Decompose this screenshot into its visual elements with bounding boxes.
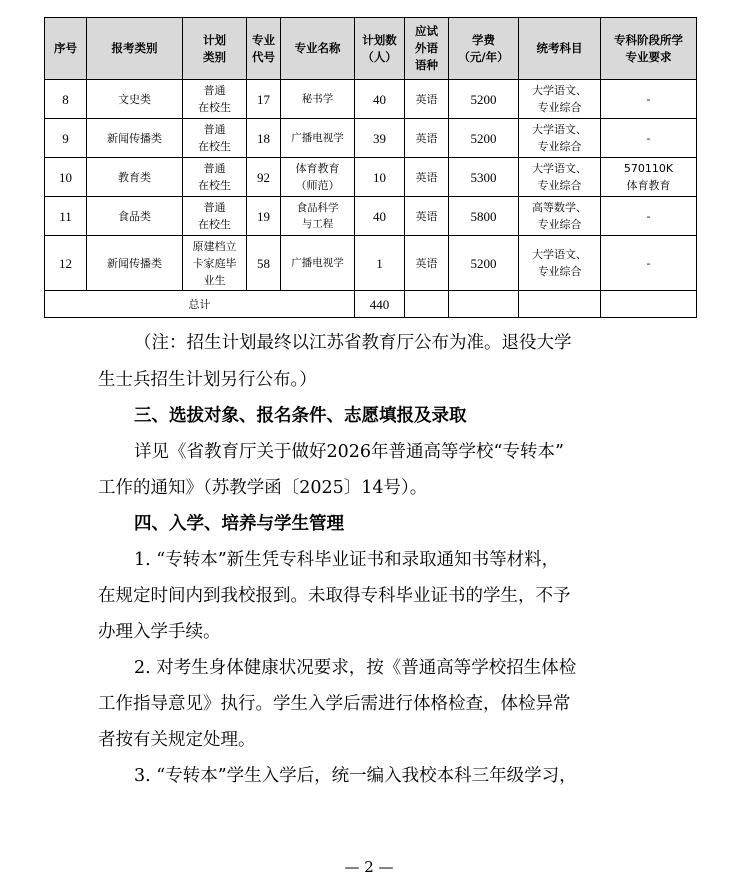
paragraph-1-line-2: 在规定时间内到我校报到。未取得专科毕业证书的学生，不予	[98, 586, 571, 606]
table-cell: 10	[355, 158, 405, 197]
table-row	[45, 80, 697, 119]
table-cell: -	[601, 197, 697, 236]
table-cell: 教育类	[87, 158, 183, 197]
table-cell: 英语	[405, 80, 449, 119]
table-cell: 40	[355, 197, 405, 236]
header-cell: 专业 代号	[247, 18, 281, 80]
section-4-heading: 四、入学、培养与学生管理	[134, 514, 344, 534]
table-cell: 普通 在校生	[183, 158, 247, 197]
table-cell: 18	[247, 119, 281, 158]
page-number: — 2 —	[344, 858, 394, 876]
table-cell	[449, 291, 519, 318]
header-cell: 统考科目	[519, 18, 601, 80]
table-cell: -	[601, 119, 697, 158]
table-header-row	[45, 18, 697, 80]
section-3-heading: 三、选拔对象、报名条件、志愿填报及录取	[134, 406, 467, 426]
table-cell: 英语	[405, 236, 449, 291]
paragraph-2-line-1: 2. 对考生身体健康状况要求，按《普通高等学校招生体检	[134, 658, 577, 678]
table-cell: -	[601, 236, 697, 291]
total-value: 440	[355, 291, 405, 318]
enrollment-plan-table	[44, 17, 697, 318]
table-cell: 普通 在校生	[183, 119, 247, 158]
table-cell: 英语	[405, 119, 449, 158]
table-cell: 9	[45, 119, 87, 158]
header-cell: 应试 外语 语种	[405, 18, 449, 80]
table-cell: 5200	[449, 119, 519, 158]
table-cell: 8	[45, 80, 87, 119]
table-row	[45, 197, 697, 236]
paragraph-1-line-3: 办理入学手续。	[98, 622, 221, 642]
header-cell: 学费 （元/年）	[449, 18, 519, 80]
table-cell: 英语	[405, 158, 449, 197]
table-cell: 大学语文、 专业综合	[519, 158, 601, 197]
paragraph-2-line-2: 工作指导意见》执行。学生入学后需进行体格检查，体检异常	[98, 694, 571, 714]
paragraph-2-line-3: 者按有关规定处理。	[98, 730, 256, 750]
table-cell: 体育教育 （师范）	[281, 158, 355, 197]
table-cell: 新闻传播类	[87, 236, 183, 291]
table-cell: 5200	[449, 236, 519, 291]
table-cell: 原建档立 卡家庭毕 业生	[183, 236, 247, 291]
note-line-2: 生士兵招生计划另行公布。）	[98, 370, 317, 390]
total-label: 总计	[45, 291, 355, 318]
table-cell: 5300	[449, 158, 519, 197]
table-cell: 高等数学、 专业综合	[519, 197, 601, 236]
table-cell: 17	[247, 80, 281, 119]
table-cell: 5200	[449, 80, 519, 119]
section-3-line-2: 工作的通知》（苏教学函〔2025〕14号）。	[98, 478, 428, 498]
table-cell: 大学语文、 专业综合	[519, 80, 601, 119]
table-cell: 普通 在校生	[183, 80, 247, 119]
table-cell: 570110K 体育教育	[601, 158, 697, 197]
table-cell: 58	[247, 236, 281, 291]
table-cell: 广播电视学	[281, 236, 355, 291]
table-cell: 新闻传播类	[87, 119, 183, 158]
header-cell: 专科阶段所学 专业要求	[601, 18, 697, 80]
table-cell: 10	[45, 158, 87, 197]
section-3-line-1: 详见《省教育厅关于做好2026年普通高等学校“专转本”	[134, 442, 564, 462]
table-cell: 英语	[405, 197, 449, 236]
header-cell: 计划 类别	[183, 18, 247, 80]
header-cell: 专业名称	[281, 18, 355, 80]
table-row	[45, 158, 697, 197]
table-cell: 1	[355, 236, 405, 291]
paragraph-1-line-1: 1. “专转本”新生凭专科毕业证书和录取通知书等材料，	[134, 550, 560, 570]
table-cell: -	[601, 80, 697, 119]
table-cell: 文史类	[87, 80, 183, 119]
table-cell	[519, 291, 601, 318]
table-cell: 食品科学 与工程	[281, 197, 355, 236]
note-line-1: （注：招生计划最终以江苏省教育厅公布为准。退役大学	[134, 333, 572, 353]
paragraph-3-line-1: 3. “专转本”学生入学后，统一编入我校本科三年级学习，	[134, 766, 577, 786]
table-cell: 92	[247, 158, 281, 197]
table-cell: 39	[355, 119, 405, 158]
table-cell: 5800	[449, 197, 519, 236]
table-cell: 40	[355, 80, 405, 119]
table-cell: 广播电视学	[281, 119, 355, 158]
header-cell: 序号	[45, 18, 87, 80]
table-cell: 秘书学	[281, 80, 355, 119]
table-cell	[601, 291, 697, 318]
table-cell: 食品类	[87, 197, 183, 236]
table-total-row	[45, 291, 697, 318]
table-cell	[405, 291, 449, 318]
table-cell: 大学语文、 专业综合	[519, 119, 601, 158]
table-row	[45, 236, 697, 291]
table-cell: 普通 在校生	[183, 197, 247, 236]
table-cell: 11	[45, 197, 87, 236]
header-cell: 报考类别	[87, 18, 183, 80]
table-row	[45, 119, 697, 158]
table-cell: 19	[247, 197, 281, 236]
table-cell: 12	[45, 236, 87, 291]
header-cell: 计划数 （人）	[355, 18, 405, 80]
table-cell: 大学语文、 专业综合	[519, 236, 601, 291]
